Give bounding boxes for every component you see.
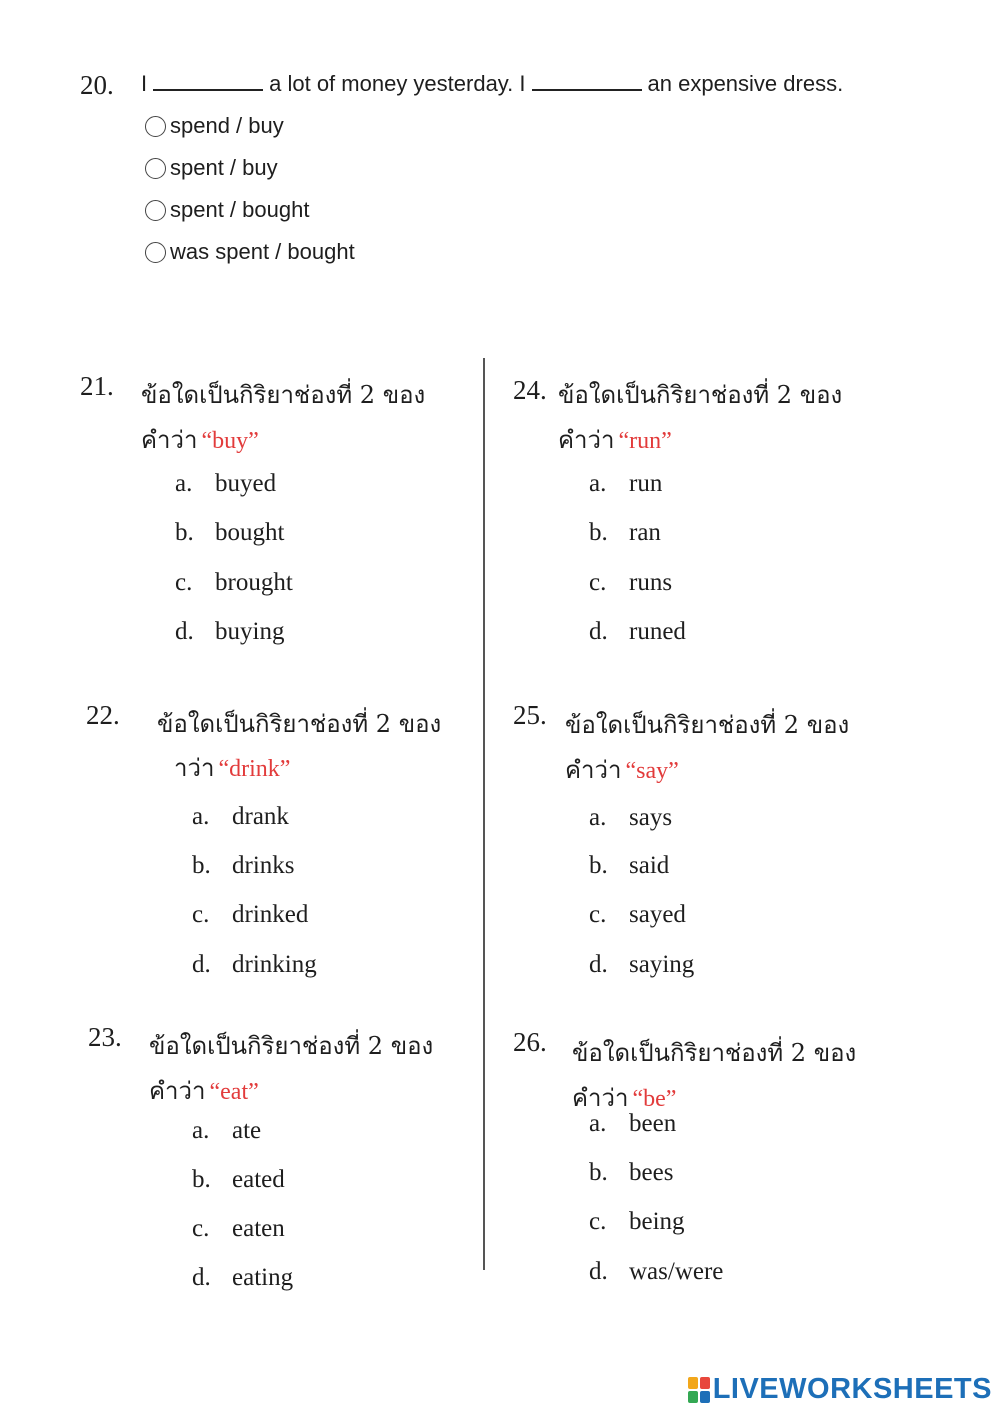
question-26-prompt: ข้อใดเป็นกิริยาช่องที่ 2 ของ [572,1039,857,1067]
question-21-prompt: ข้อใดเป็นกิริยาช่องที่ 2 ของ [141,381,426,409]
q23-choice-d[interactable]: d. eating [192,1264,294,1291]
q26-choice-d[interactable]: d. was/were [589,1258,724,1285]
q25-choice-a[interactable]: a. says [589,804,673,831]
answer-blank-2[interactable] [532,88,642,91]
q23-choice-c[interactable]: c. eaten [192,1215,285,1242]
q25-choice-c[interactable]: c. sayed [589,901,686,928]
question-26-number: 26. [513,1027,547,1057]
q24-choice-c[interactable]: c. runs [589,569,673,596]
logo-icon [688,1377,710,1403]
question-23-word-line: คำว่า “eat” [149,1077,259,1105]
target-word: “be” [632,1086,677,1112]
radio-button[interactable] [145,242,166,263]
column-divider [483,358,485,1270]
question-20-number: 20. [80,70,114,100]
q20-option-4[interactable]: was spent / bought [145,239,355,265]
q20-option-2[interactable]: spent / buy [145,155,278,181]
q22-choice-d[interactable]: d. drinking [192,951,317,978]
q21-choice-d[interactable]: d. buying [175,618,285,645]
q24-choice-a[interactable]: a. run [589,470,663,497]
logo-square [688,1391,698,1403]
target-word: “say” [625,758,679,784]
radio-button[interactable] [145,158,166,179]
radio-button[interactable] [145,116,166,137]
target-word: “drink” [218,756,291,782]
q21-choice-c[interactable]: c. brought [175,569,293,596]
question-23-number: 23. [88,1022,122,1052]
q26-choice-b[interactable]: b. bees [589,1159,674,1186]
logo-text: LIVEWORKSHEETS [712,1373,992,1405]
question-22-number: 22. [86,700,120,730]
q20-option-3[interactable]: spent / bought [145,197,309,223]
question-22-prompt: ข้อใดเป็นกิริยาช่องที่ 2 ของ [157,710,442,738]
q25-choice-d[interactable]: d. saying [589,951,695,978]
logo-square [700,1377,710,1389]
q24-choice-d[interactable]: d. runed [589,618,686,645]
q26-choice-c[interactable]: c. being [589,1208,685,1235]
q21-choice-a[interactable]: a. buyed [175,470,277,497]
q23-choice-b[interactable]: b. eated [192,1166,285,1193]
q25-choice-b[interactable]: b. said [589,852,670,879]
logo-square [688,1377,698,1389]
liveworksheets-logo [688,1373,992,1406]
q24-choice-b[interactable]: b. ran [589,519,661,546]
question-24-prompt: ข้อใดเป็นกิริยาช่องที่ 2 ของ [558,381,843,409]
target-word: “run” [618,428,672,454]
q22-choice-b[interactable]: b. drinks [192,852,295,879]
question-25-word-line: คำว่า “say” [565,756,679,784]
question-24-word-line: คำว่า “run” [558,426,672,454]
question-26-word-line: คำว่า “be” [572,1084,677,1112]
question-20-text: I a lot of money yesterday. I an expensive dress. [141,71,844,96]
q21-choice-b[interactable]: b. bought [175,519,285,546]
q20-option-1[interactable]: spend / buy [145,113,284,139]
target-word: “buy” [201,428,259,454]
logo-square [700,1391,710,1403]
q26-choice-a[interactable]: a. been [589,1110,677,1137]
radio-button[interactable] [145,200,166,221]
q22-choice-a[interactable]: a. drank [192,803,289,830]
question-23-prompt: ข้อใดเป็นกิริยาช่องที่ 2 ของ [149,1032,434,1060]
question-25-number: 25. [513,700,547,730]
target-word: “eat” [209,1079,259,1105]
answer-blank-1[interactable] [153,88,263,91]
q22-choice-c[interactable]: c. drinked [192,901,309,928]
question-25-prompt: ข้อใดเป็นกิริยาช่องที่ 2 ของ [565,711,850,739]
question-21-number: 21. [80,371,114,401]
question-24-number: 24. [513,375,547,405]
question-21-word-line: คำว่า “buy” [141,426,259,454]
question-22-word-line: าว่า “drink” [174,754,291,782]
q23-choice-a[interactable]: a. ate [192,1117,262,1144]
